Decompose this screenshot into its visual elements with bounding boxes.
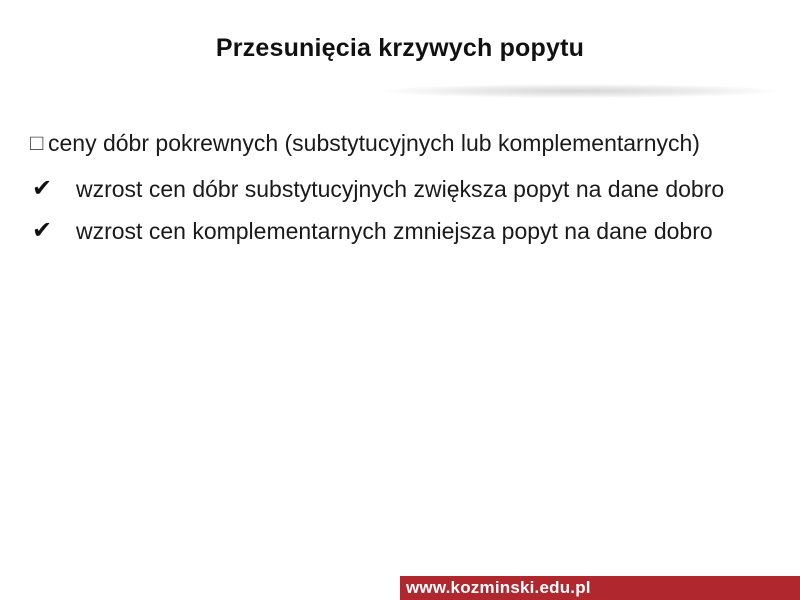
intro-text: ceny dóbr pokrewnych (substytucyjnych lub komplementarnych) [48, 130, 700, 156]
list-item [30, 171, 752, 207]
list-item [30, 213, 752, 249]
footer-url-link[interactable]: www.kozminski.edu.pl [406, 578, 591, 597]
title-divider [380, 84, 780, 98]
list-item-text: wzrost cen dóbr substytucyjnych zwiększa popyt na dane dobro [76, 176, 725, 202]
checkmark-icon: ✔ [32, 175, 53, 202]
list-item-text: wzrost cen komplementarnych zmniejsza popyt na dane dobro [76, 218, 713, 244]
slide-content [30, 125, 752, 255]
missing-glyph-icon: □ [30, 130, 44, 155]
footer-bar [400, 576, 800, 600]
checkmark-icon: ✔ [32, 217, 53, 244]
intro-paragraph [30, 125, 752, 161]
slide-title: Przesunięcia krzywych popytu [215, 34, 585, 62]
